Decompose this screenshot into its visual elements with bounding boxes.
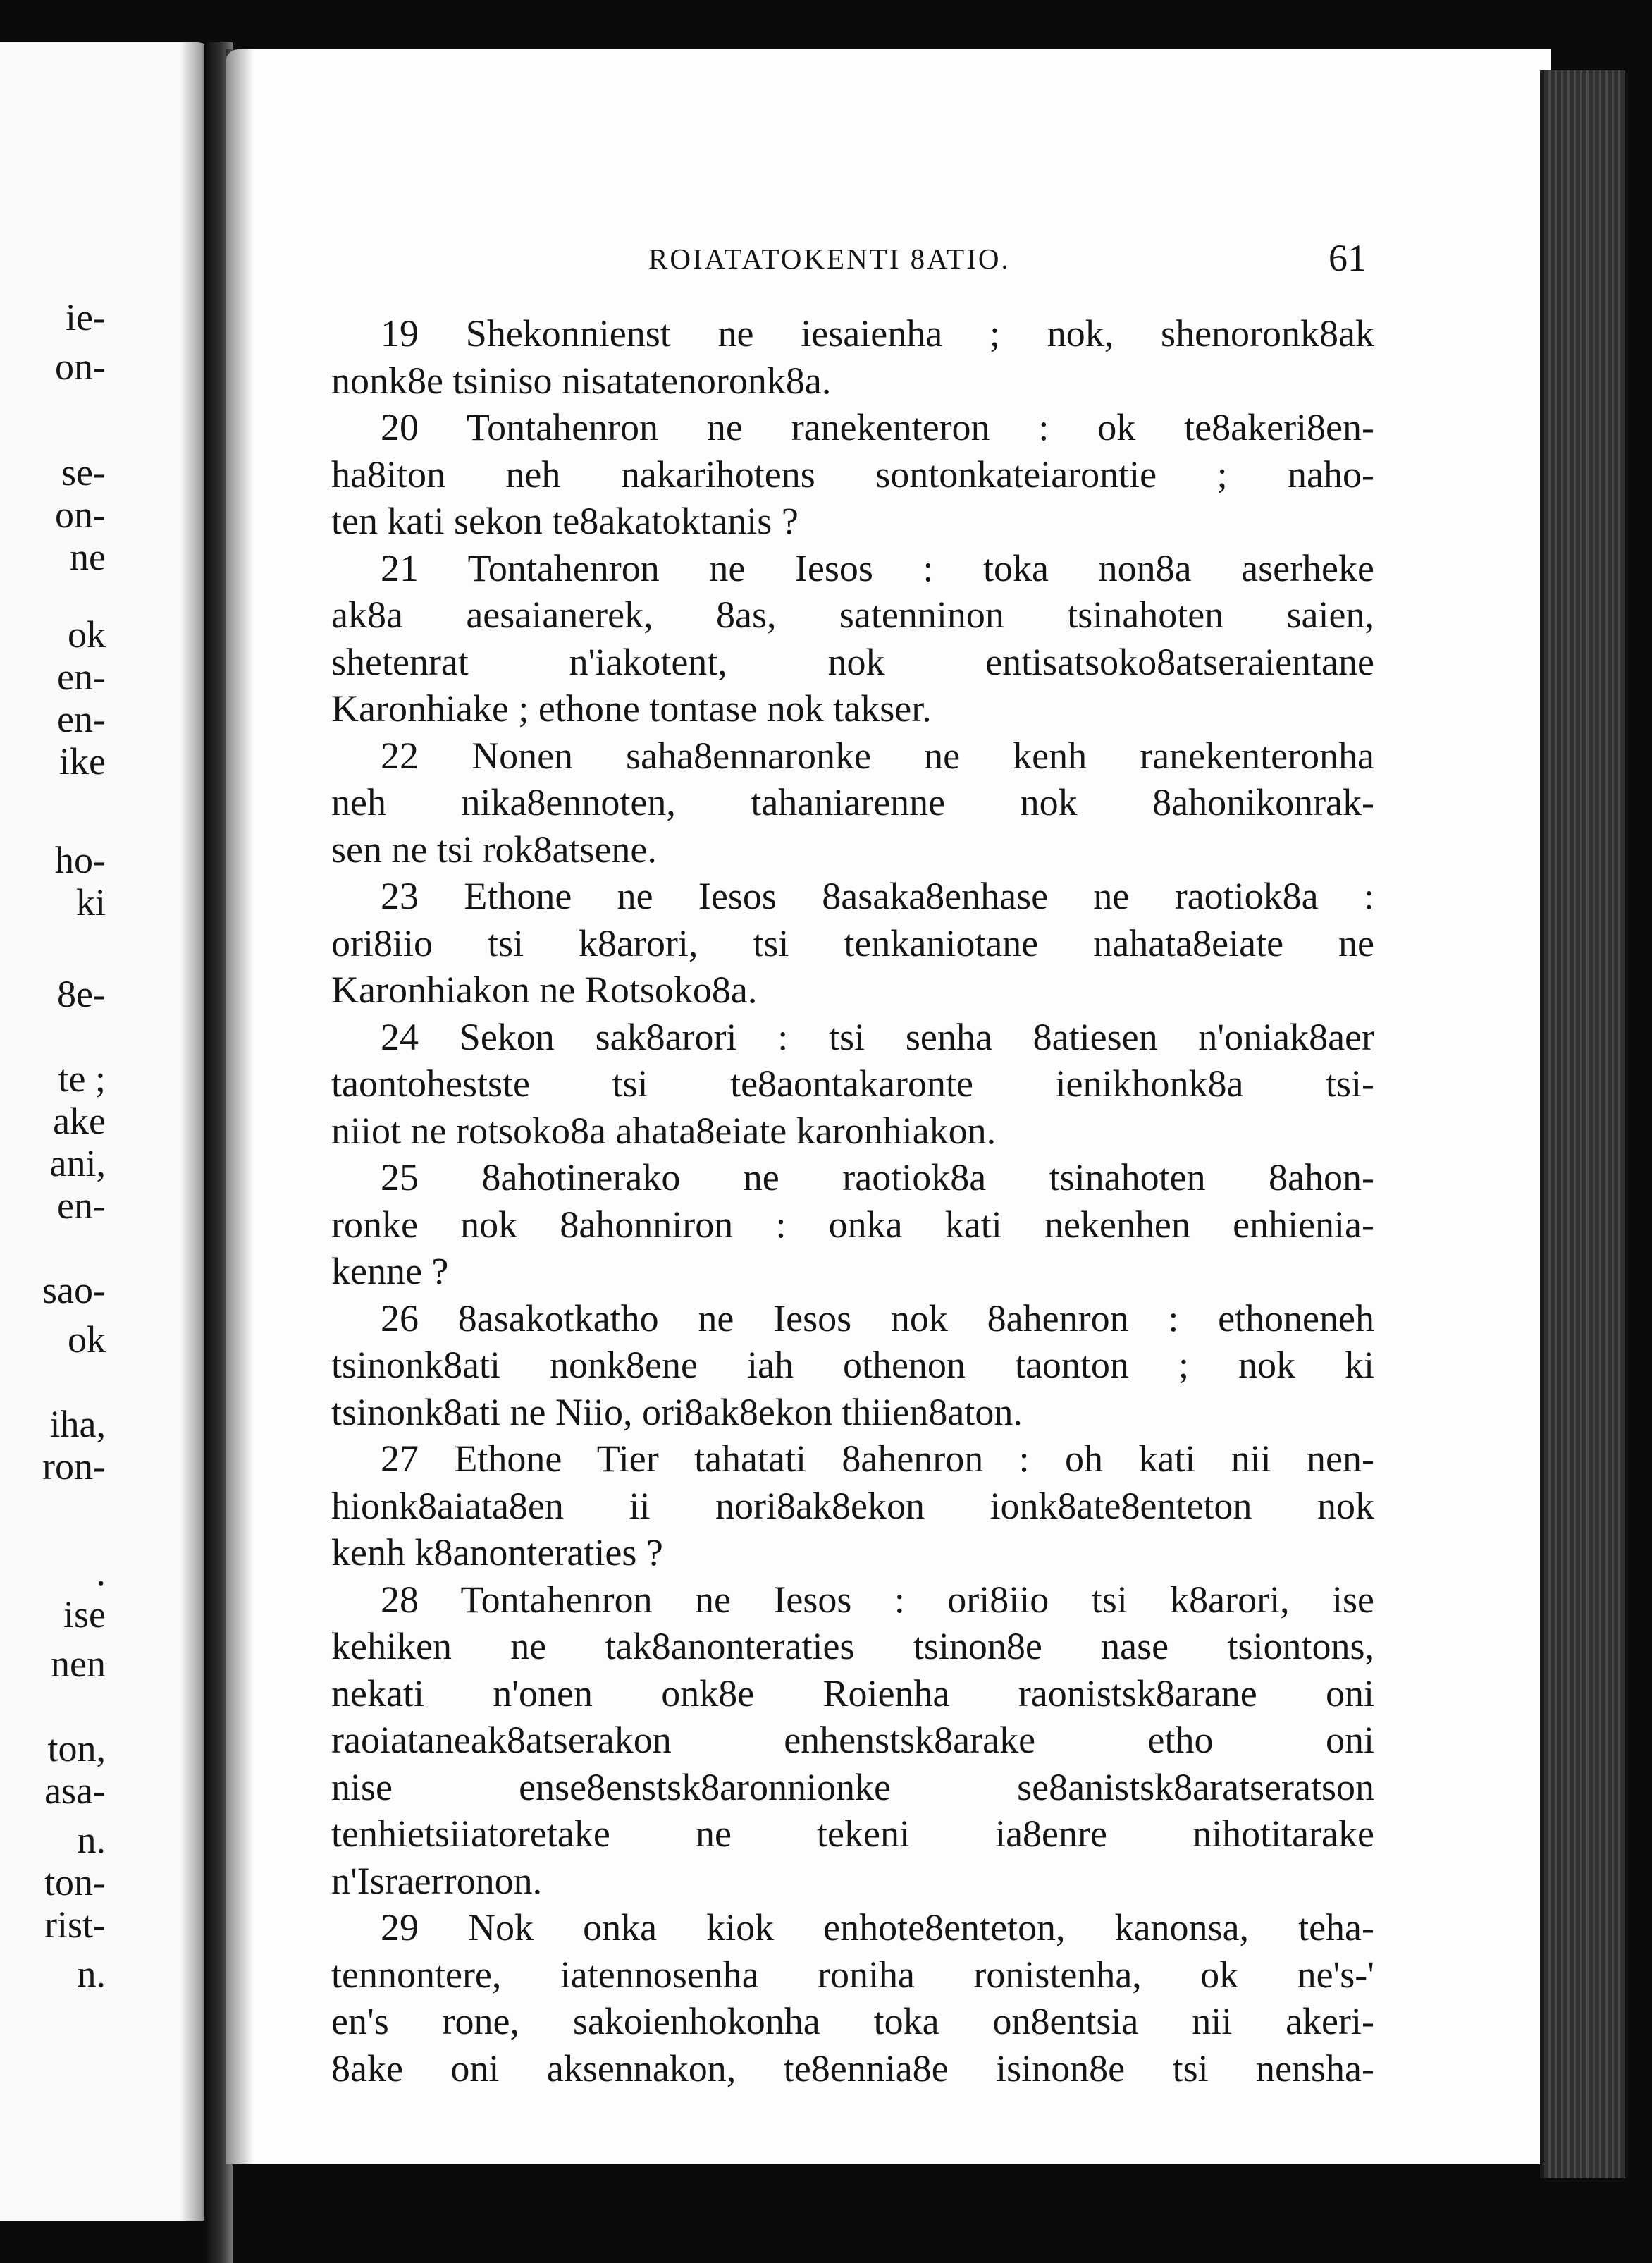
facing-page-fragment-text: ie- <box>66 296 106 338</box>
text-line: sen ne tsi rok8atsene. <box>331 828 657 871</box>
facing-page-fragment-text: en- <box>57 698 106 740</box>
text-line: niiot ne rotsoko8a ahata8eiate karonhiakon. <box>331 1109 997 1152</box>
text-line: neh nika8ennoten, tahaniarenne nok 8ahonikonrak- <box>331 781 1374 823</box>
page-inner-shadow <box>226 49 254 2164</box>
text-line: en's rone, sakoienhokonha toka on8entsia nii akeri- <box>331 2000 1374 2042</box>
text-line: shetenrat n'iakotent, nok entisatsoko8atseraientane <box>331 640 1374 683</box>
text-line: taontohestste tsi te8aontakaronte ienikhonk8a tsi- <box>331 1062 1374 1105</box>
facing-page-fragment-text: ok <box>68 1318 106 1361</box>
text-line: ronke nok 8ahonniron : onka kati nekenhen enhienia- <box>331 1203 1374 1246</box>
text-line: 19 Shekonnienst ne iesaienha ; nok, shenoronk8ak <box>381 312 1374 355</box>
facing-page-fragment-text: . <box>96 1551 106 1593</box>
text-line: kehiken ne tak8anonteraties tsinon8e nase tsiontons, <box>331 1625 1374 1667</box>
text-line: ori8iio tsi k8arori, tsi tenkaniotane nahata8eiate ne <box>331 921 1374 964</box>
facing-page-fragment-text: ton- <box>44 1861 106 1903</box>
facing-page-fragment-text: ho- <box>55 839 106 881</box>
text-line: nonk8e tsiniso nisatatenoronk8a. <box>331 359 832 402</box>
facing-page-fragment-text: se- <box>61 451 106 493</box>
text-line: 8ake oni aksennakon, te8ennia8e isinon8e tsi nensha- <box>331 2047 1374 2090</box>
facing-page-fragment-text: ike <box>59 740 106 783</box>
facing-page-fragment-text: ise <box>63 1593 106 1636</box>
text-line: n'Israerronon. <box>331 1859 543 1902</box>
running-header: ROIATATOKENTI 8ATIO. <box>648 243 1011 275</box>
facing-page-fragment-text: ne <box>70 536 106 578</box>
facing-page-fragment-text: nen <box>51 1643 106 1685</box>
text-line: raoiataneak8atserakon enhenstsk8arake etho oni <box>331 1719 1374 1761</box>
text-line: 27 Ethone Tier tahatati 8ahenron : oh kati nii nen- <box>381 1437 1374 1480</box>
text-line: ten kati sekon te8akatoktanis ? <box>331 500 799 542</box>
facing-page-fragment-text: en- <box>57 1184 106 1227</box>
facing-page-fragment-text: ani, <box>49 1142 106 1184</box>
page-edges <box>1540 70 1625 2178</box>
text-line: 28 Tontahenron ne Iesos : ori8iio tsi k8arori, ise <box>381 1578 1374 1621</box>
text-line: 21 Tontahenron ne Iesos : toka non8a aserheke <box>381 546 1374 589</box>
text-line: 26 8asakotkatho ne Iesos nok 8ahenron : ethoneneh <box>381 1296 1374 1339</box>
text-line: nise ense8enstsk8aronnionke se8anistsk8aratseratson <box>331 1765 1374 1808</box>
facing-page-fragment-text: 8e- <box>57 973 106 1015</box>
facing-page-fragment-text: ki <box>75 881 106 924</box>
text-line: tsinonk8ati nonk8ene iah othenon taonton ; nok ki <box>331 1344 1374 1386</box>
facing-page-fragment-text: ton, <box>47 1727 106 1770</box>
text-line: nekati n'onen onk8e Roienha raonistsk8arane oni <box>331 1672 1374 1715</box>
text-line: 25 8ahotinerako ne raotiok8a tsinahoten 8ahon- <box>381 1156 1374 1198</box>
facing-page-fragment-text: rist- <box>44 1903 106 1946</box>
facing-page-fragment-text: ron- <box>42 1445 106 1488</box>
text-line: kenne ? <box>331 1250 449 1292</box>
page-number: 61 <box>1329 237 1367 279</box>
body-text <box>331 310 1374 2092</box>
facing-page-fragment-text: iha, <box>49 1403 106 1445</box>
text-line: 24 Sekon sak8arori : tsi senha 8atiesen n'oniak8aer <box>381 1015 1374 1058</box>
facing-page-fragment-text: on- <box>55 345 106 388</box>
text-line: Karonhiake ; ethone tontase nok takser. <box>331 687 932 730</box>
facing-page-fragment-text: n. <box>77 1819 106 1861</box>
facing-page-fragment-text: te ; <box>58 1057 106 1100</box>
text-line: tenhietsiiatoretake ne tekeni ia8enre nihotitarake <box>331 1813 1374 1855</box>
text-line: kenh k8anonteraties ? <box>331 1531 663 1574</box>
facing-page-fragment-text: on- <box>55 493 106 536</box>
text-line: Karonhiakon ne Rotsoko8a. <box>331 969 758 1011</box>
text-line: tennontere, iatennosenha roniha ronistenha, ok ne's-' <box>331 1953 1374 1996</box>
facing-page-fragment-text: en- <box>57 656 106 698</box>
facing-page-fragment-text: sao- <box>42 1269 106 1311</box>
facing-page-fragment-text: asa- <box>44 1770 106 1812</box>
text-line: 23 Ethone ne Iesos 8asaka8enhase ne raotiok8a : <box>381 875 1374 917</box>
text-line: 20 Tontahenron ne ranekenteron : ok te8akeri8en- <box>381 406 1374 448</box>
text-line: 22 Nonen saha8ennaronke ne kenh ranekenteronha <box>381 734 1374 777</box>
text-line: ha8iton neh nakarihotens sontonkateiarontie ; naho- <box>331 453 1374 496</box>
facing-page-fragment-text: ake <box>53 1100 106 1142</box>
text-line: ak8a aesaianerek, 8as, satenninon tsinahoten saien, <box>331 594 1374 636</box>
text-line: hionk8aiata8en ii nori8ak8ekon ionk8ate8enteton nok <box>331 1484 1374 1527</box>
text-line: tsinonk8ati ne Niio, ori8ak8ekon thiien8aton. <box>331 1390 1023 1433</box>
facing-page-fragment-text: ok <box>68 613 106 656</box>
text-line: 29 Nok onka kiok enhote8enteton, kanonsa, teha- <box>381 1906 1374 1949</box>
facing-page-fragment-text: n. <box>77 1953 106 1995</box>
